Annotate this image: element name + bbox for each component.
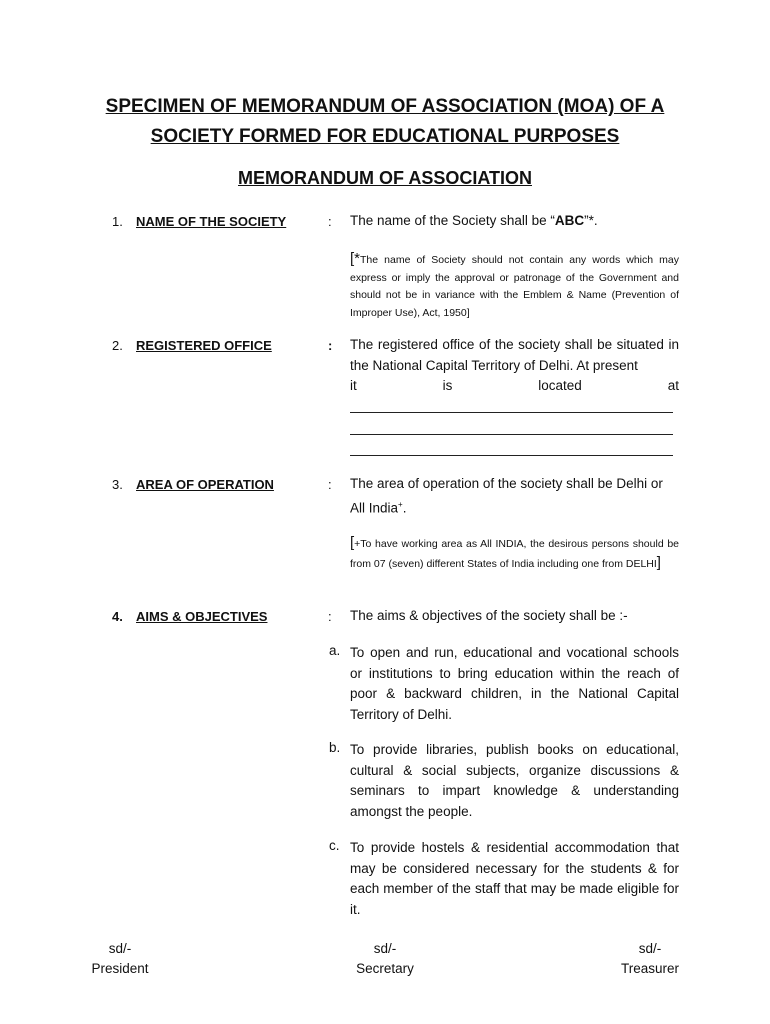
- section-3-number: 3.: [112, 477, 123, 492]
- section-1-number: 1.: [112, 214, 123, 229]
- section-4-colon: :: [328, 609, 332, 624]
- section-2-colon: :: [328, 338, 333, 353]
- address-blank-lines: [350, 412, 673, 477]
- section-3-note: [+To have working area as All INDIA, the desirous persons should be from 07 (seven) different States of India including one from DELHI]: [350, 534, 679, 571]
- signature-treasurer: sd/- Treasurer: [620, 941, 679, 976]
- section-4-number: 4.: [112, 609, 123, 624]
- document-subtitle: MEMORANDUM OF ASSOCIATION: [238, 168, 532, 188]
- item-c-letter: c.: [329, 838, 340, 853]
- blank-line: [350, 455, 673, 456]
- society-name: ABC: [554, 213, 585, 228]
- section-4-heading: AIMS & OBJECTIVES: [136, 609, 268, 624]
- section-2-last-line: it is located at: [350, 378, 679, 393]
- item-a-text: To open and run, educational and vocational schools or institutions to bring education within the reach of poor & backward children, in the National Capital Territory of Delhi.: [350, 645, 679, 722]
- section-2-number: 2.: [112, 338, 123, 353]
- section-1-heading: NAME OF THE SOCIETY: [136, 214, 287, 229]
- item-c-text: To provide hostels & residential accommodation that may be considered necessary for the students & for each member of the staff that may be made eligible for it.: [350, 840, 679, 917]
- signature-president: sd/- President: [91, 941, 149, 976]
- title-line-1: SPECIMEN OF MEMORANDUM OF ASSOCIATION (MOA) OF A: [105, 96, 665, 117]
- section-2-heading: REGISTERED OFFICE: [136, 338, 272, 353]
- section-3-heading: AREA OF OPERATION: [136, 477, 274, 492]
- section-4-text: The aims & objectives of the society shall be :-: [350, 608, 628, 623]
- section-2-text: The registered office of the society shall be situated in the National Capital Territory of Delhi. At present it is located at: [350, 335, 679, 397]
- signature-secretary: sd/- Secretary: [356, 941, 414, 976]
- item-b-letter: b.: [329, 740, 341, 755]
- section-1-note: [*The name of Society should not contain any words which may express or imply the approval or patronage of the Government and should not be in variance with the Emblem & Name (Prevention of Improper Use), Act, 1950]: [350, 250, 679, 319]
- section-1-text: The name of the Society shall be “ABC”*.: [350, 213, 598, 228]
- section-1-colon: :: [328, 214, 332, 229]
- blank-line: [350, 434, 673, 435]
- section-3-text: The area of operation of the society shall be Delhi or All India+.: [350, 476, 663, 515]
- item-b-text: To provide libraries, publish books on educational, cultural & social subjects, organize discussions & seminars to impart knowledge & understanding amongst the people.: [350, 742, 679, 819]
- document-title: [0, 92, 770, 152]
- item-a-letter: a.: [329, 643, 341, 658]
- blank-line: [350, 412, 673, 413]
- section-3-colon: :: [328, 477, 332, 492]
- title-line-2: SOCIETY FORMED FOR EDUCATIONAL PURPOSES: [150, 126, 620, 147]
